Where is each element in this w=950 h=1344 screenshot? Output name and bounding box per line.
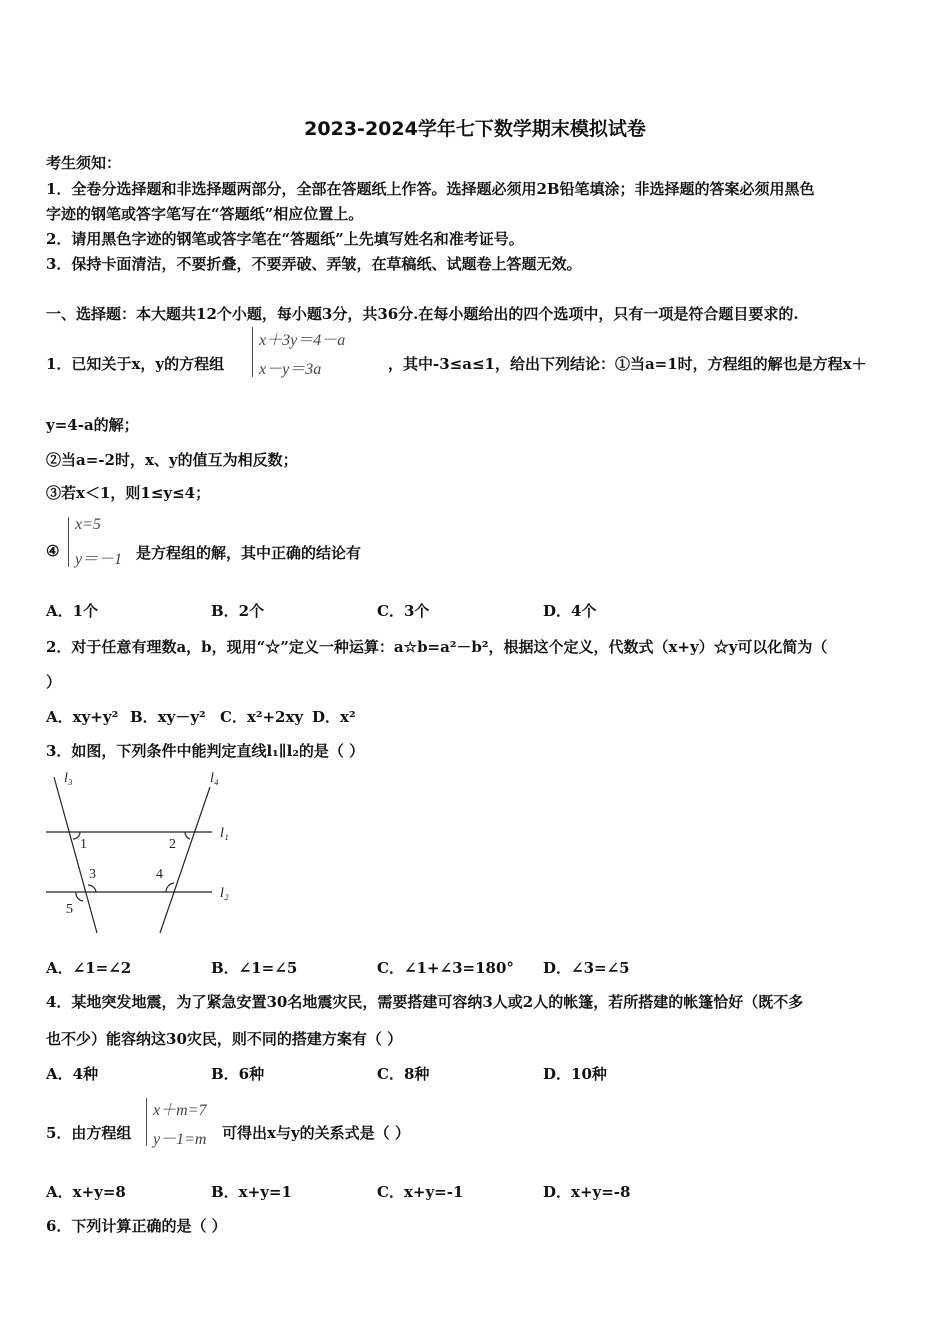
notice-heading: 考生须知： [46, 154, 122, 172]
q5-eq2: y－1=m [153, 1131, 207, 1148]
q1-c4-brace [68, 517, 69, 567]
angle-5-label: 5 [66, 902, 73, 917]
q4-option-d[interactable]: D．10种 [543, 1065, 607, 1083]
q4-line-1: 4．某地突发地震，为了紧急安置30名地震灾民，需要搭建可容纳3人或2人的帐篷，若所搭建的帐篷恰好（既不多 [46, 993, 804, 1011]
q5-system-brace [146, 1098, 147, 1146]
q3-option-b[interactable]: B．∠1=∠5 [211, 959, 298, 977]
q3-option-a[interactable]: A．∠1=∠2 [46, 959, 132, 977]
q2-option-d[interactable]: D．x² [312, 708, 356, 726]
notice-line-1b: 字迹的钢笔或答字笔写在“答题纸”相应位置上。 [46, 205, 364, 223]
angle-3-label: 3 [89, 867, 96, 882]
label-l1: l₁ [220, 826, 229, 841]
q3-option-d[interactable]: D．∠3=∠5 [543, 959, 630, 977]
q1-eq2: x－y＝3a [259, 361, 322, 378]
q4-line-2: 也不少）能容纳这30灾民，则不同的搭建方案有（ ） [46, 1030, 403, 1048]
q5-suffix: 可得出x与y的关系式是（ ） [222, 1124, 410, 1142]
q1-prefix: 1．已知关于x，y的方程组 [46, 355, 225, 373]
q1-option-a[interactable]: A．1个 [46, 602, 99, 620]
q1-option-d[interactable]: D．4个 [543, 602, 597, 620]
q1-system-brace [252, 327, 253, 377]
q1-conclusion-4-label: ④ [46, 542, 60, 560]
q1-conclusion-4-text: 是方程组的解，其中正确的结论有 [136, 544, 362, 562]
q6-text: 6．下列计算正确的是（ ） [46, 1217, 227, 1235]
angle-1-label: 1 [80, 837, 87, 852]
label-l2: l₂ [220, 886, 229, 901]
q3-figure [40, 765, 250, 940]
q2-line-2: ） [46, 673, 62, 691]
q5-prefix: 5．由方程组 [46, 1124, 132, 1142]
q5-option-d[interactable]: D．x+y=-8 [543, 1183, 631, 1201]
angle-2-label: 2 [169, 837, 176, 852]
label-l4: l₄ [210, 771, 219, 786]
q3-option-c[interactable]: C．∠1+∠3=180° [377, 959, 514, 977]
page-title: 2023-2024学年七下数学期末模拟试卷 [304, 118, 646, 140]
section-heading: 一、选择题：本大题共12个小题，每小题3分，共36分.在每小题给出的四个选项中，只有一项是符合题目要求的. [46, 305, 799, 323]
q2-option-a[interactable]: A．xy+y² [46, 708, 119, 726]
q5-option-a[interactable]: A．x+y=8 [46, 1183, 126, 1201]
q5-eq1: x＋m=7 [153, 1102, 207, 1119]
line-l4 [160, 787, 210, 933]
q2-option-b[interactable]: B．xy－y² [130, 708, 206, 726]
q5-option-c[interactable]: C．x+y=-1 [377, 1183, 464, 1201]
q4-option-b[interactable]: B．6种 [211, 1065, 265, 1083]
q1-eq1: x＋3y＝4－a [259, 332, 346, 349]
line-l3 [54, 777, 97, 933]
q2-line-1: 2．对于任意有理数a，b，现用“☆”定义一种运算：a☆b=a²－b²，根据这个定义，代数式（x+y）☆y可以化简为（ [46, 638, 828, 656]
label-l3: l₃ [64, 771, 73, 786]
q2-option-c[interactable]: C．x²+2xy [220, 708, 304, 726]
q1-c4-eq2: y＝－1 [75, 551, 123, 568]
angle-4-label: 4 [156, 867, 163, 882]
q1-conclusion-3: ③若x＜1，则1≤y≤4； [46, 484, 211, 502]
q1-option-c[interactable]: C．3个 [377, 602, 430, 620]
q1-c4-eq1: x=5 [75, 516, 101, 533]
q4-option-c[interactable]: C．8种 [377, 1065, 430, 1083]
q1-conclusion-2: ②当a=-2时，x、y的值互为相反数； [46, 451, 298, 469]
q5-option-b[interactable]: B．x+y=1 [211, 1183, 292, 1201]
notice-line-3: 3．保持卡面清洁，不要折叠，不要弄破、弄皱，在草稿纸、试题卷上答题无效。 [46, 255, 582, 273]
q1-option-b[interactable]: B．2个 [211, 602, 265, 620]
notice-line-1a: 1．全卷分选择题和非选择题两部分，全部在答题纸上作答。选择题必须用2B铅笔填涂；非选择题的答案必须用黑色 [46, 180, 815, 198]
q4-option-a[interactable]: A．4种 [46, 1065, 99, 1083]
q1-suffix: ，其中-3≤a≤1，给出下列结论：①当a=1时，方程组的解也是方程x＋ [388, 355, 867, 373]
notice-line-2: 2．请用黑色字迹的钢笔或答字笔在“答题纸”上先填写姓名和准考证号。 [46, 230, 524, 248]
q3-text: 3．如图，下列条件中能判定直线l₁∥l₂的是（ ） [46, 742, 365, 760]
q1-continuation: y=4-a的解； [46, 416, 139, 434]
